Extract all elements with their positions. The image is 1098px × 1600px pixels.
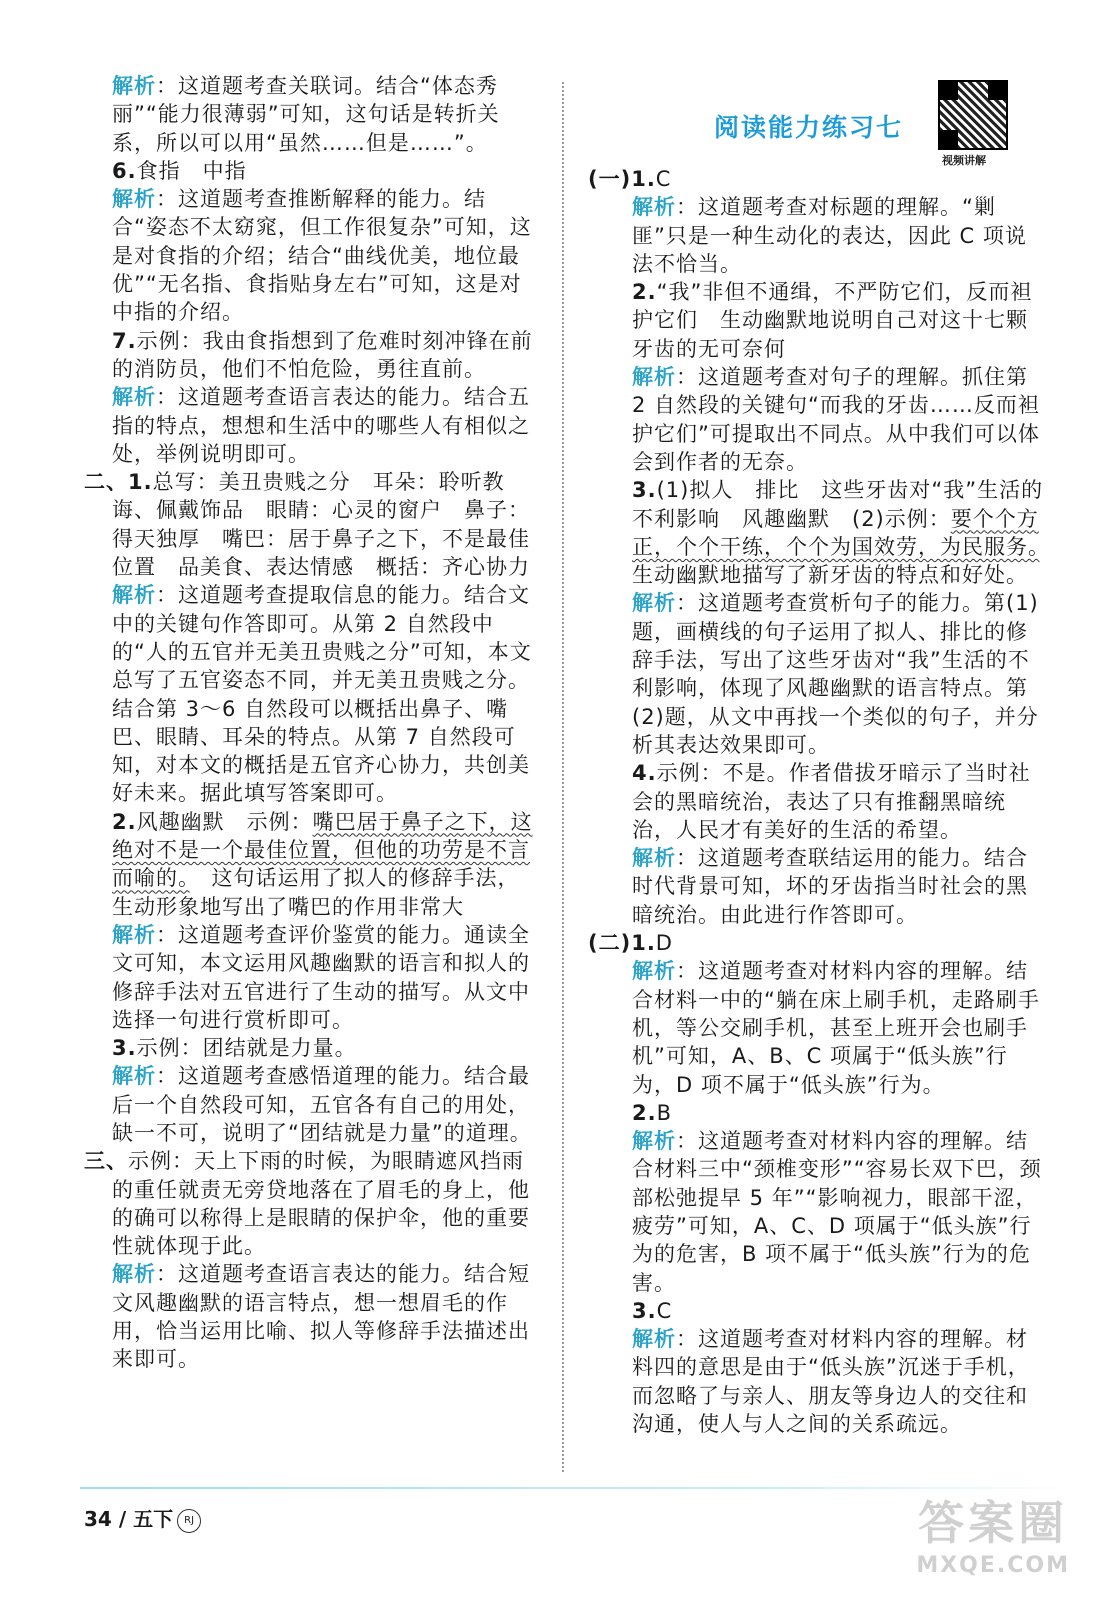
qr-code-icon[interactable] <box>938 80 1008 150</box>
section-2-question-3: 3.示例：团结就是力量。 <box>112 1036 357 1061</box>
part-1-question-3: 3.(1)拟人 排比 这些牙齿对“我”生活的不利影响 风趣幽默 (2)示例：要个个方正，个个干练，个个为国效劳，为民服务。 生动幽默地描写了新牙齿的特点和好处。 <box>632 478 1062 588</box>
part-2-question-2: 2.B <box>632 1100 673 1125</box>
part-marker: (一) <box>588 167 632 191</box>
watermark-text: 答案圈 <box>918 1496 1069 1550</box>
qr-label: 视频讲解 <box>942 154 986 167</box>
analysis-label: 解析 <box>112 385 156 410</box>
analysis-label: 解析 <box>632 846 676 871</box>
analysis-block: 解析：这道题考查语言表达的能力。结合短文风趣幽默的语言特点，想一想眉毛的作用，恰当运用比喻、拟人等修辞手法描述出来即可。 <box>112 1262 530 1372</box>
part-1-question-4: 4.示例：不是。作者借拔牙暗示了当时社会的黑暗统治，表达了只有推翻黑暗统治，人民才有美好的生活的希望。 <box>632 761 1031 842</box>
part-2-question-1: (二)1.D <box>588 931 673 956</box>
analysis-block: 解析：这道题考查赏析句子的能力。第(1)题，画横线的句子运用了拟人、排比的修辞手法，写出了这些牙齿对“我”生活的不利影响，体现了风趣幽默的语言特点。第(2)题，从文中再找一个类似的句子，并分析其表达效果即可。 <box>632 591 1039 757</box>
grade-label: 五下 <box>133 1507 174 1531</box>
analysis-label: 解析 <box>632 365 676 390</box>
analysis-block: 解析：这道题考查对材料内容的理解。材料四的意思是由于“低头族”沉迷于手机，而忽略了与亲人、朋友等身边人的交往和沟通，使人与人之间的关系疏远。 <box>632 1327 1030 1437</box>
analysis-label: 解析 <box>112 187 156 212</box>
analysis-block: 解析：这道题考查对材料内容的理解。结合材料三中“颈椎变形”“容易长双下巴，颈部松弛提早 5 年”“影响视力，眼部干涩，疲劳”可知，A、C、D 项属于“低头族”行为的危害，B 项不属于“低头族”行为的危害。 <box>632 1129 1042 1295</box>
section-2-question-2: 2.风趣幽默 示例：嘴巴居于鼻子之下，这绝对不是一个最佳位置，但他的功劳是不言而喻的。 这句话运用了拟人的修辞手法，生动形象地写出了嘴巴的作用非常大 <box>112 809 533 919</box>
page-number: 34 <box>84 1507 112 1531</box>
part-2-question-3: 3.C <box>632 1298 673 1323</box>
analysis-block: 解析：这道题考查语言表达的能力。结合五指的特点，想想和生活中的哪些人有相似之处，举例说明即可。 <box>112 385 530 466</box>
analysis-block: 解析：这道题考查感悟道理的能力。结合最后一个自然段可知，五官各有自己的用处，缺一不可，说明了“团结就是力量”的道理。 <box>112 1064 532 1145</box>
analysis-label: 解析 <box>632 959 676 984</box>
analysis-block: 解析：这道题考查联结运用的能力。结合时代背景可知，坏的牙齿指当时社会的黑暗统治。由此进行作答即可。 <box>632 846 1028 927</box>
watermark <box>916 1487 1070 1578</box>
analysis-block: 解析：这道题考查关联词。结合“体态秀丽”“能力很薄弱”可知，这句话是转折关系，所以可以用“虽然……但是……”。 <box>112 74 500 155</box>
watermark-url: MXQE.COM <box>916 1553 1070 1578</box>
analysis-label: 解析 <box>632 1327 676 1352</box>
analysis-block: 解析：这道题考查对句子的理解。抓住第 2 自然段的关键句“而我的牙齿……反而袒护它们”可提取出不同点。从中我们可以体会到作者的无奈。 <box>632 365 1040 474</box>
analysis-block: 解析：这道题考查提取信息的能力。结合文中的关键句作答即可。从第 2 自然段中的“人的五官并无美丑贵贱之分”可知，本文总写了五官姿态不同，并无美丑贵贱之分。结合第 3～6 自然段可以概括出鼻子、嘴巴、眼睛、耳朵的特点。从第 7 自然段可知，对本文的概括是五官齐心协力，共创美好未来。据此填写答案即可。 <box>112 583 532 806</box>
analysis-label: 解析 <box>112 922 156 947</box>
question-7: 7.示例：我由食指想到了危难时刻冲锋在前的消防员，他们不怕危险，勇往直前。 <box>112 328 533 381</box>
wavy-underlined-sentence: 要个个方正，个个干练，个个为国效劳，为民服务。 <box>632 506 1040 559</box>
edition-badge-icon: RJ <box>177 1509 201 1533</box>
analysis-block: 解析：这道题考查评价鉴赏的能力。通读全文可知，本文运用风趣幽默的语言和拟人的修辞手法对五官进行了生动的描写。从文中选择一句进行赏析即可。 <box>112 922 530 1032</box>
part-1-question-2: 2.“我”非但不通缉，不严防它们，反而袒护它们 生动幽默地说明自己对这十七颗牙齿的无可奈何 <box>632 280 1033 361</box>
analysis-label: 解析 <box>112 1262 156 1287</box>
page-footer <box>84 1503 201 1533</box>
analysis-block: 解析：这道题考查对标题的理解。“剿匪”只是一种生动化的表达，因此 C 项说法不恰当。 <box>632 195 1027 276</box>
part-1-question-1: (一)1.C <box>588 167 672 191</box>
section-header <box>714 80 1014 170</box>
left-column <box>82 72 540 1374</box>
question-6: 6.食指 中指 <box>112 158 247 183</box>
wavy-underlined-sentence: 嘴巴居于鼻子之下，这绝对不是一个最佳位置，但他的功劳是不言而喻的。 <box>112 809 533 891</box>
section-marker: 三、 <box>84 1149 128 1174</box>
page-title: 阅读能力练习七 <box>714 113 904 142</box>
analysis-label: 解析 <box>112 1064 156 1089</box>
column-divider <box>562 82 564 1472</box>
footer-separator: / <box>118 1507 127 1531</box>
analysis-label: 解析 <box>112 583 156 608</box>
section-3-answer: 三、示例：天上下雨的时候，为眼睛遮风挡雨的重任就责无旁贷地落在了眉毛的身上，他的确可以称得上是眼睛的保护伞，他的重要性就体现于此。 <box>84 1149 530 1259</box>
right-column <box>586 165 1062 1438</box>
analysis-block: 解析：这道题考查对材料内容的理解。结合材料一中的“躺在床上刷手机，走路刷手机，等公交刷手机，甚至上班开会也刷手机”可知，A、B、C 项属于“低头族”行为，D 项不属于“低头族”行为。 <box>632 959 1040 1097</box>
analysis-block: 解析：这道题考查推断解释的能力。结合“姿态不太窈窕，但工作很复杂”可知，这是对食指的介绍；结合“曲线优美，地位最优”“无名指、食指贴身左右”可知，这是对中指的介绍。 <box>112 187 532 325</box>
analysis-label: 解析 <box>632 591 676 616</box>
analysis-label: 解析 <box>632 1129 676 1154</box>
section-marker: 二、 <box>84 470 128 495</box>
part-marker: (二) <box>588 931 632 956</box>
section-2-question-1: 二、1.总写：美丑贵贱之分 耳朵：聆听教诲、佩戴饰品 眼睛：心灵的窗户 鼻子：得天独厚 嘴巴：居于鼻子之下，不是最佳位置 品美食、表达情感 概括：齐心协力 <box>84 470 530 580</box>
analysis-label: 解析 <box>112 74 156 98</box>
analysis-label: 解析 <box>632 195 676 220</box>
